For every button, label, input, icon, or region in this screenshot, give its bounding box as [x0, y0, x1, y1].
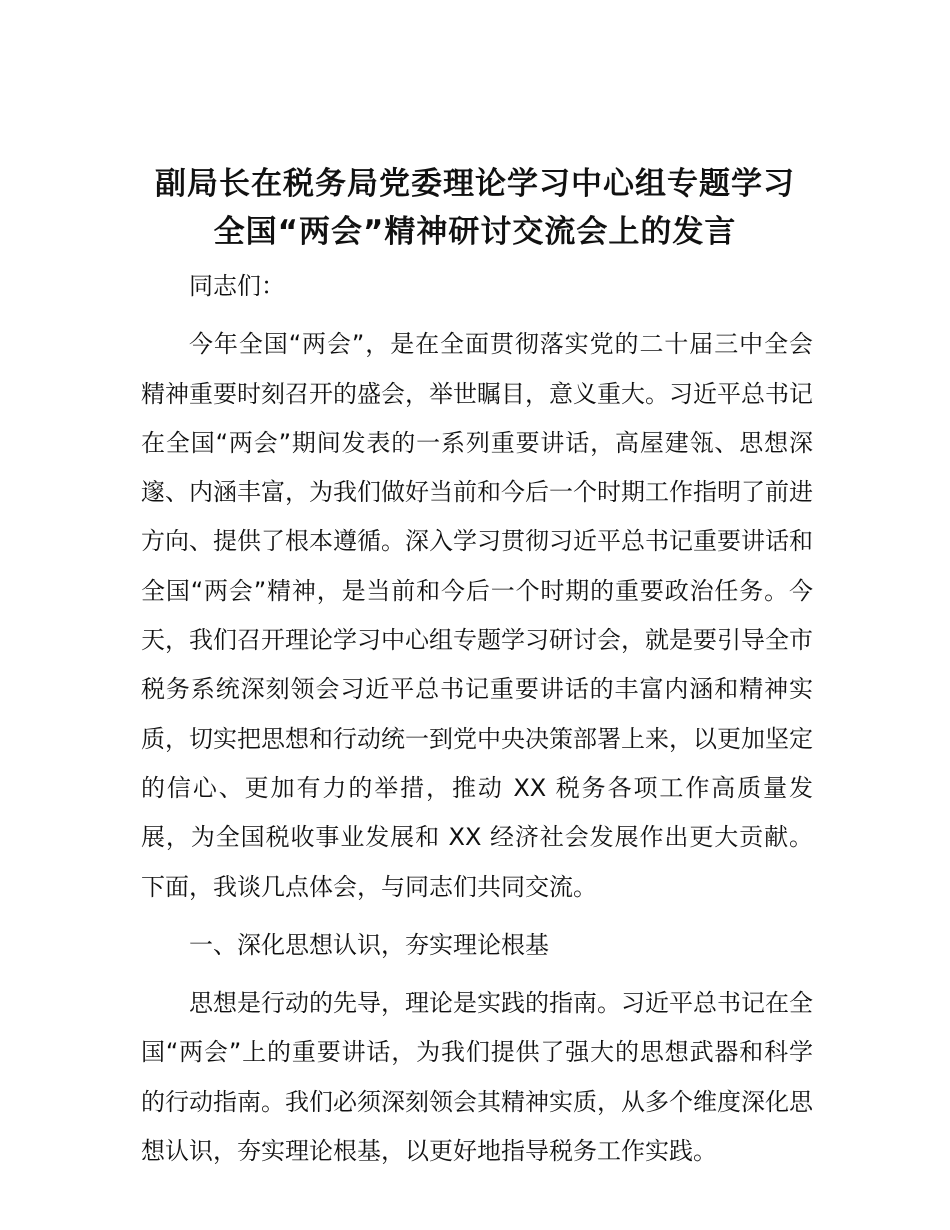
document-title — [130, 160, 820, 256]
section-heading-1: 一、深化思想认识，夯实理论根基 — [189, 930, 549, 959]
title-line-1: 副局长在税务局党委理论学习中心组专题学习 — [155, 166, 795, 202]
paragraph-section-1: 思想是行动的先导，理论是实践的指南。习近平总书记在全国“两会”上的重要讲话，为我们提供了强大的思想武器和科学的行动指南。我们必须深刻领会其精神实质，从多个维度深化思想认识，夯实理论根基，以更好地指导税务工作实践。 — [141, 989, 813, 1166]
paragraph-intro: 今年全国“两会”，是在全面贯彻落实党的二十届三中全会精神重要时刻召开的盛会，举世瞩目，意义重大。习近平总书记在全国“两会”期间发表的一系列重要讲话，高屋建瓴、思想深邃、内涵丰富，为我们做好当前和今后一个时期工作指明了前进方向、提供了根本遵循。深入学习贯彻习近平总书记重要讲话和全国“两会”精神，是当前和今后一个时期的重要政治任务。今天，我们召开理论学习中心组专题学习研讨会，就是要引导全市税务系统深刻领会习近平总书记重要讲话的丰富内涵和精神实质，切实把思想和行动统一到党中央决策部署上来，以更加坚定的信心、更加有力的举措，推动 XX 税务各项工作高质量发展，为全国税收事业发展和 XX 经济社会发展作出更大贡献。下面，我谈几点体会，与同志们共同交流。 — [141, 330, 813, 901]
title-line-2: 全国“两会”精神研讨交流会上的发言 — [213, 214, 737, 250]
document-body — [141, 262, 813, 1176]
salutation: 同志们： — [189, 272, 285, 300]
